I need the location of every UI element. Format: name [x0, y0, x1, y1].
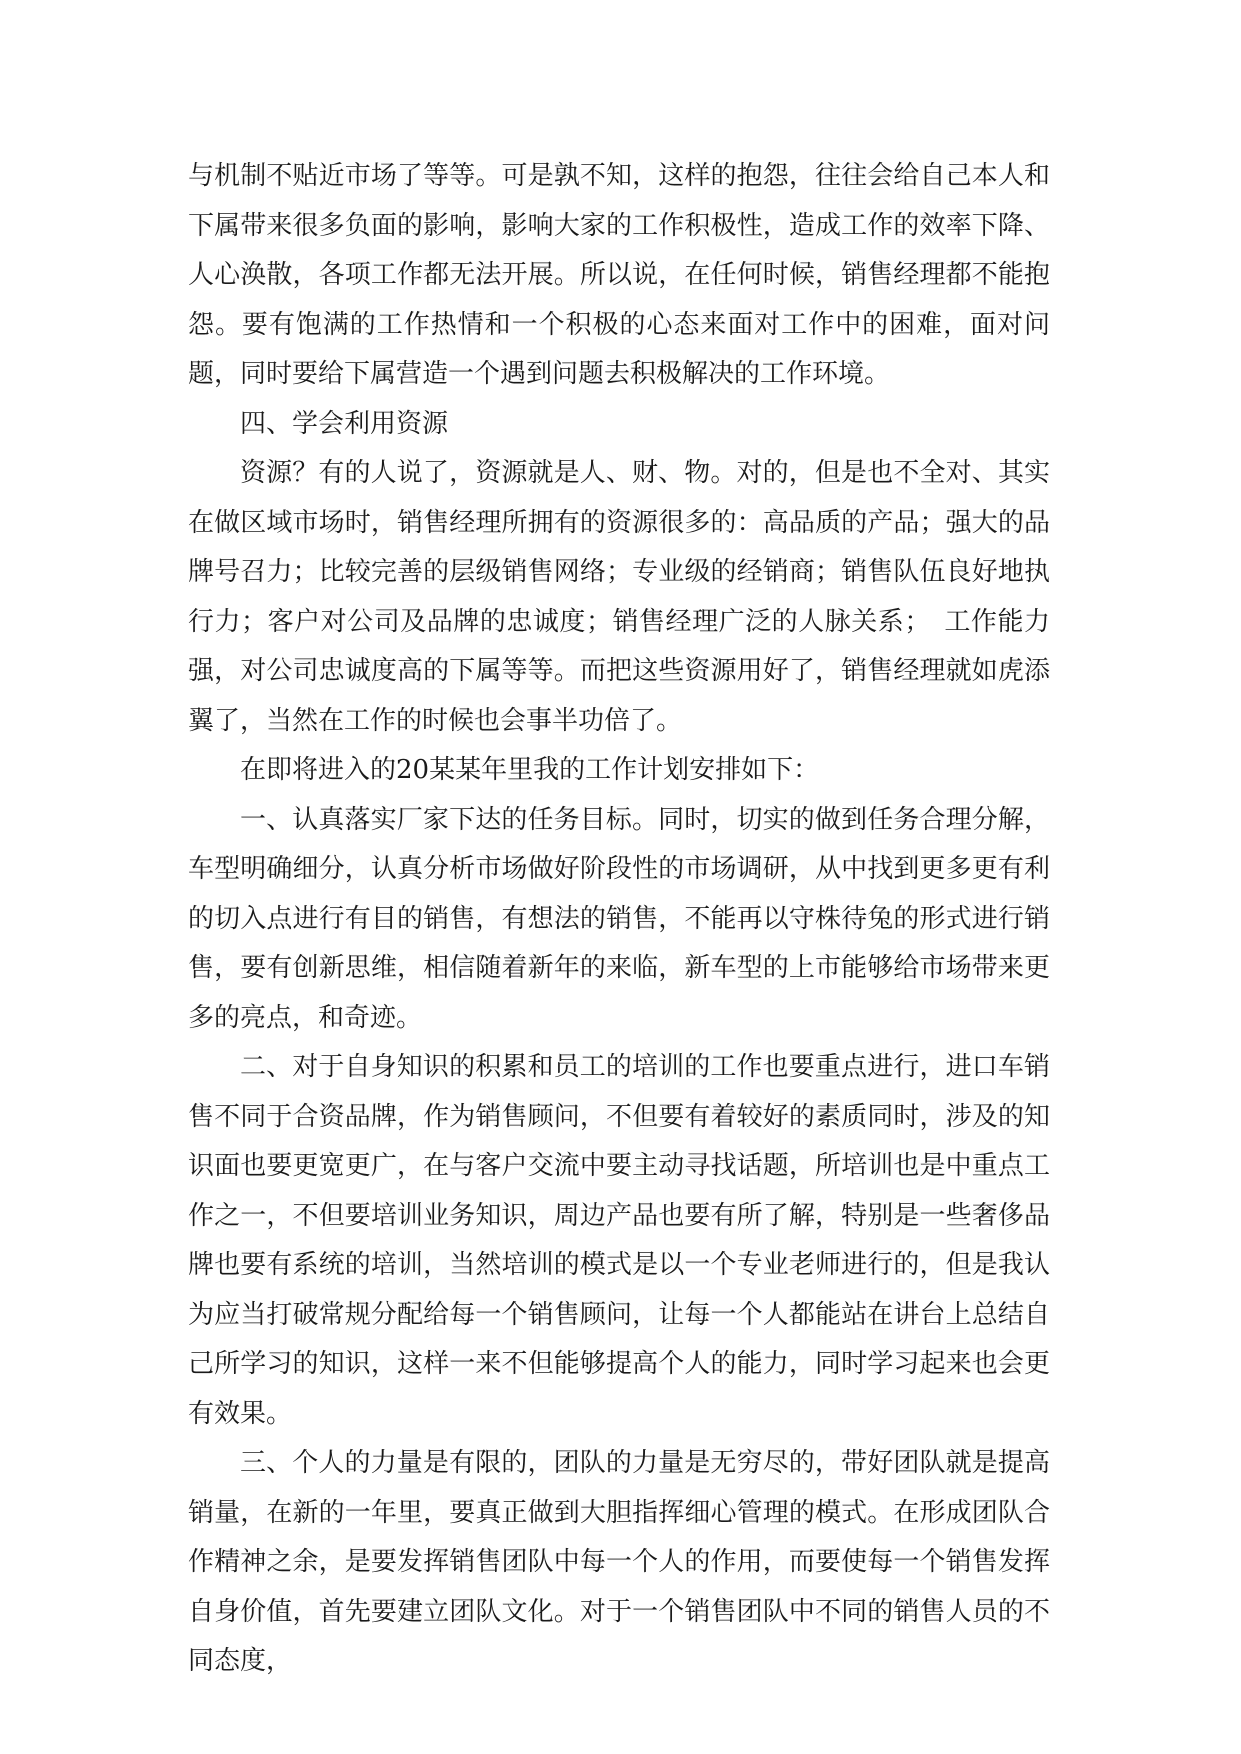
paragraph-plan-item-1: 一、认真落实厂家下达的任务目标。同时，切实的做到任务合理分解，车型明确细分，认真分析市场做好阶段性的市场调研，从中找到更多更有利的切入点进行有目的销售，有想法的销售，不能再以守株待兔的形式进行销售，要有创新思维，相信随着新年的来临，新车型的上市能够给市场带来更多的亮点，和奇迹。 [188, 804, 1050, 1033]
paragraph-continued: 与机制不贴近市场了等等。可是孰不知，这样的抱怨，往往会给自己本人和下属带来很多负面的影响，影响大家的工作积极性，造成工作的效率下降、人心涣散，各项工作都无法开展。所以说，在任何时候，销售经理都不能抱怨。要有饱满的工作热情和一个积极的心态来面对工作中的困难，面对问题，同时要给下属营造一个遇到问题去积极解决的工作环境。 [188, 161, 1050, 389]
paragraph-work-plan-intro: 在即将进入的20某某年里我的工作计划安排如下： [240, 755, 820, 785]
paragraph-plan-item-2: 二、对于自身知识的积累和员工的培训的工作也要重点进行，进口车销售不同于合资品牌，作为销售顾问，不但要有着较好的素质同时，涉及的知识面也要更宽更广，在与客户交流中要主动寻找话题，所培训也是中重点工作之一，不但要培训业务知识，周边产品也要有所了解，特别是一些奢侈品牌也要有系统的培训，当然培训的模式是以一个专业老师进行的，但是我认为应当打破常规分配给每一个销售顾问，让每一个人都能站在讲台上总结自己所学习的知识，这样一来不但能够提高个人的能力，同时学习起来也会更有效果。 [188, 1052, 1050, 1429]
paragraph-resources: 资源？有的人说了，资源就是人、财、物。对的，但是也不全对、其实在做区域市场时，销售经理所拥有的资源很多的：高品质的产品；强大的品牌号召力；比较完善的层级销售网络；专业级的经销商；销售队伍良好地执行力；客户对公司及品牌的忠诚度；销售经理广泛的人脉关系； 工作能力强，对公司忠诚度高的下属等等。而把这些资源用好了，销售经理就如虎添翼了，当然在工作的时候也会事半功倍了。 [188, 458, 1050, 736]
paragraph-plan-item-3: 三、个人的力量是有限的，团队的力量是无穷尽的，带好团队就是提高销量，在新的一年里，要真正做到大胆指挥细心管理的模式。在形成团队合作精神之余，是要发挥销售团队中每一个人的作用，而要使每一个销售发挥自身价值，首先要建立团队文化。对于一个销售团队中不同的销售人员的不同态度， [188, 1448, 1050, 1676]
document-body [188, 152, 1050, 1687]
section-heading-use-resources: 四、学会利用资源 [240, 408, 449, 439]
